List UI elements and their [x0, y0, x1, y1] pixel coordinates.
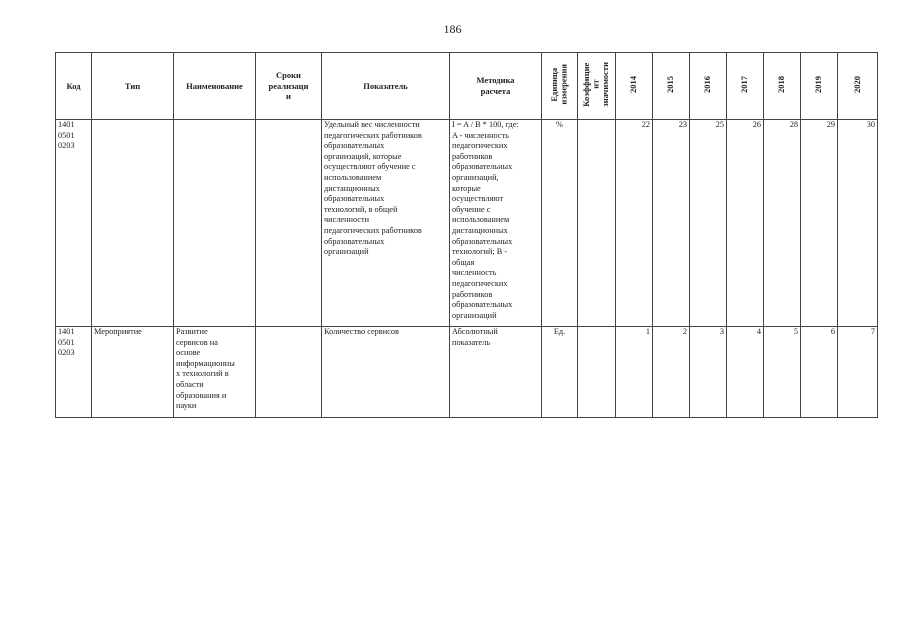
- cell-value: 3: [690, 327, 727, 418]
- cell-sroki: [256, 327, 322, 418]
- cell-value: 5: [764, 327, 801, 418]
- cell-tip: [92, 120, 174, 327]
- cell-value: 30: [838, 120, 878, 327]
- cell-value: 29: [801, 120, 838, 327]
- header-year: 2019: [813, 76, 824, 94]
- header-edinica-cell: [542, 53, 578, 120]
- cell-value: 23: [653, 120, 690, 327]
- header-year: 2014: [628, 76, 639, 94]
- cell-value: 22: [616, 120, 653, 327]
- table-row: [56, 327, 878, 418]
- cell-koef: [578, 327, 616, 418]
- header-year: 2020: [851, 76, 862, 94]
- cell-tip: Мероприятие: [92, 327, 174, 418]
- header-metodika: Методика расчета: [450, 53, 542, 120]
- header-year-cell: [653, 53, 690, 120]
- cell-edinica: %: [542, 120, 578, 327]
- header-kod: Код: [56, 53, 92, 120]
- cell-value: 7: [838, 327, 878, 418]
- cell-naimenovanie: Развитие сервисов на основе информационны х технологий в области образования и науки: [174, 327, 256, 418]
- header-year-cell: [727, 53, 764, 120]
- page-number: 186: [443, 22, 462, 36]
- header-year: 2015: [665, 76, 676, 94]
- cell-pokazatel: Удельный вес численности педагогических работников образовательных организаций, которые осуществляют обучение с использованием дистанционных образовательных технологий, в общей численности педагогических работников образовательных организаций: [322, 120, 450, 327]
- cell-value: 4: [727, 327, 764, 418]
- table-row: [56, 120, 878, 327]
- cell-value: 26: [727, 120, 764, 327]
- header-year: 2016: [702, 76, 713, 94]
- cell-value: 1: [616, 327, 653, 418]
- cell-value: 28: [764, 120, 801, 327]
- cell-sroki: [256, 120, 322, 327]
- cell-edinica: Ед.: [542, 327, 578, 418]
- header-pokazatel: Показатель: [322, 53, 450, 120]
- header-year-cell: [616, 53, 653, 120]
- header-koef: Коэффицие нт значимости: [581, 62, 611, 108]
- header-year: 2017: [739, 76, 750, 94]
- header-edinica: Единица измерения: [549, 64, 569, 106]
- cell-naimenovanie: [174, 120, 256, 327]
- cell-pokazatel: Количество сервисов: [322, 327, 450, 418]
- header-year-cell: [764, 53, 801, 120]
- header-naimenovanie: Наименование: [174, 53, 256, 120]
- header-year: 2018: [776, 76, 787, 94]
- cell-value: 25: [690, 120, 727, 327]
- header-sroki: Сроки реализаци и: [256, 53, 322, 120]
- indicators-table: [55, 52, 878, 418]
- cell-metodika: I = A / B * 100, где: A - численность педагогических работников образовательных организаций, которые осуществляют обучение с использованием дистанционных образовательных технологий; B - общая численность педагогических работников образовательных организаций: [450, 120, 542, 327]
- header-year-cell: [838, 53, 878, 120]
- cell-koef: [578, 120, 616, 327]
- cell-value: 2: [653, 327, 690, 418]
- cell-kod: 1401 0501 0203: [56, 327, 92, 418]
- header-koef-cell: [578, 53, 616, 120]
- header-tip: Тип: [92, 53, 174, 120]
- cell-kod: 1401 0501 0203: [56, 120, 92, 327]
- cell-metodika: Абсолютный показатель: [450, 327, 542, 418]
- header-row: [56, 53, 878, 120]
- header-year-cell: [801, 53, 838, 120]
- cell-value: 6: [801, 327, 838, 418]
- header-year-cell: [690, 53, 727, 120]
